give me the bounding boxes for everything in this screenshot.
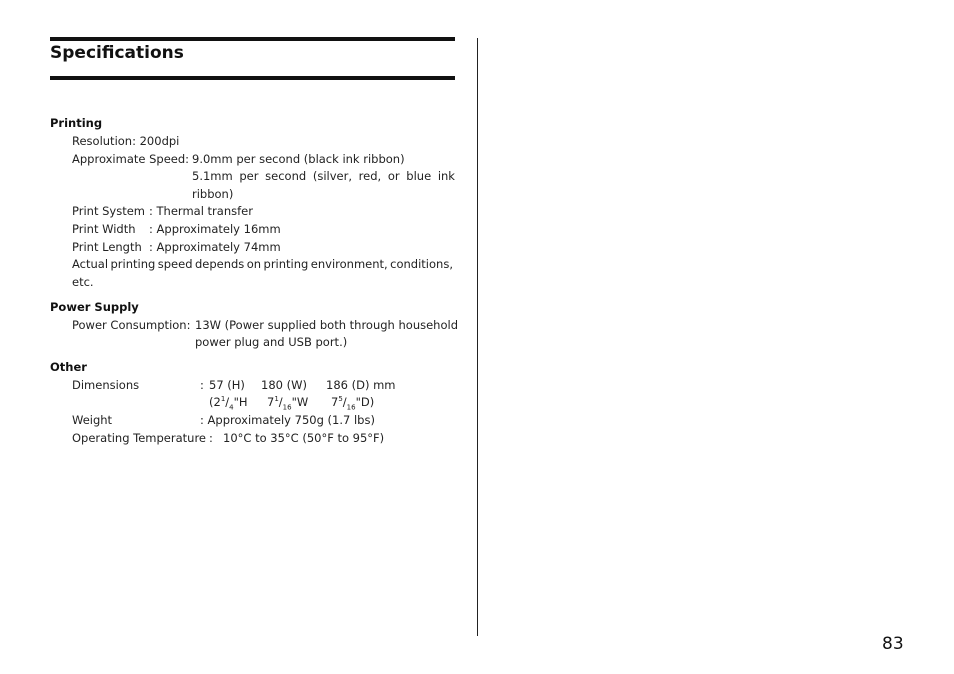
- print-width-label: Print Width: [72, 222, 136, 236]
- speed-value-color: [192, 167, 455, 185]
- word: speed: [157, 257, 193, 271]
- power-consumption-label: Power Consumption:: [72, 318, 191, 332]
- word: conditions,: [390, 257, 453, 271]
- page-title: Specifications: [50, 43, 184, 63]
- power-consumption-value: 13W (Power supplied both through household: [195, 318, 459, 332]
- speed-value-color-cont: ribbon): [192, 187, 234, 201]
- dimensions-colon: :: [200, 378, 204, 392]
- dimensions-height-in: ($2^1/_4"H$: [209, 395, 248, 412]
- word: depends: [194, 257, 245, 271]
- section-heading-power-supply: Power Supply: [50, 300, 139, 314]
- word: printing: [263, 257, 309, 271]
- title-underline-rule: [50, 76, 455, 80]
- speed-note: [72, 255, 453, 273]
- word: red,: [358, 169, 382, 183]
- word: ink: [437, 169, 455, 183]
- speed-value-black: 9.0mm per second (black ink ribbon): [192, 152, 405, 166]
- resolution-line: Resolution: 200dpi: [72, 134, 180, 148]
- column-divider: [477, 38, 478, 636]
- word: blue: [406, 169, 432, 183]
- word: or: [387, 169, 400, 183]
- word: on: [246, 257, 262, 271]
- dimensions-width-mm: 180 (W): [261, 378, 307, 392]
- operating-temperature-colon: :: [209, 431, 213, 445]
- dimensions-width-in: $7^1/_{16}"W$: [267, 395, 309, 412]
- word: Actual: [72, 257, 109, 271]
- print-length-value: : Approximately 74mm: [149, 240, 281, 254]
- speed-label: Approximate Speed:: [72, 152, 190, 166]
- section-heading-other: Other: [50, 360, 87, 374]
- weight-value: : Approximately 750g (1.7 lbs): [200, 413, 375, 427]
- speed-note-cont: etc.: [72, 275, 94, 289]
- dimensions-height-mm: 57 (H): [209, 378, 245, 392]
- operating-temperature-label: Operating Temperature: [72, 431, 206, 445]
- word: printing: [110, 257, 156, 271]
- top-rule: [50, 37, 455, 41]
- section-heading-printing: Printing: [50, 116, 103, 130]
- word: (silver,: [312, 169, 352, 183]
- word: second: [265, 169, 307, 183]
- weight-label: Weight: [72, 413, 113, 427]
- dimensions-label: Dimensions: [72, 378, 140, 392]
- dimensions-depth-mm: 186 (D) mm: [326, 378, 396, 392]
- print-length-label: Print Length: [72, 240, 142, 254]
- dimensions-depth-in: $7^5/_{16}"D$): [331, 395, 375, 412]
- word: 5.1mm: [192, 169, 233, 183]
- print-system-label: Print System: [72, 204, 145, 218]
- print-width-value: : Approximately 16mm: [149, 222, 281, 236]
- word: environment,: [310, 257, 388, 271]
- word: per: [239, 169, 259, 183]
- power-consumption-value-cont: power plug and USB port.): [195, 335, 348, 349]
- operating-temperature-value: 10°C to 35°C (50°F to 95°F): [223, 431, 385, 445]
- print-system-value: : Thermal transfer: [149, 204, 253, 218]
- page-number: 83: [882, 634, 904, 654]
